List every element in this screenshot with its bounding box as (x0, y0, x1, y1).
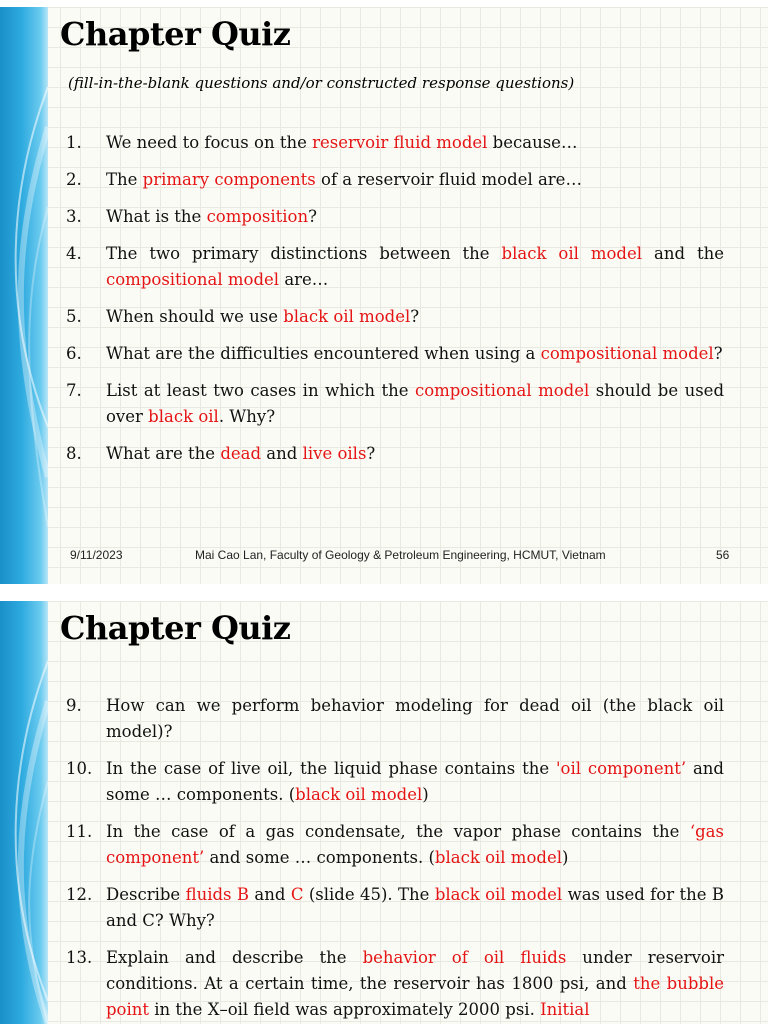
question-text: What are the (106, 444, 221, 463)
question-text: Describe (106, 885, 186, 904)
question-number: 13. (66, 948, 93, 967)
question-item (66, 882, 724, 934)
highlighted-term: primary components (142, 170, 316, 189)
question-text: and some … components. ( (106, 759, 724, 804)
question-text: was used for the B and C? Why? (106, 885, 725, 930)
footer-author: Mai Cao Lan, Faculty of Geology & Petroleum Engineering, HCMUT, Vietnam (195, 548, 606, 562)
sidebar-decoration (0, 7, 48, 584)
question-text: ? (713, 344, 723, 363)
question-text: under reservoir conditions. At a certain time, the reservoir has 1800 psi, and (106, 948, 724, 993)
question-item (66, 945, 724, 1023)
question-item (66, 441, 724, 467)
question-text: ) (561, 848, 569, 867)
question-item (66, 241, 724, 293)
question-text: List at least two cases in which the (106, 381, 415, 400)
question-text: . Why? (218, 407, 276, 426)
question-text: and the (642, 244, 725, 263)
question-text: and some … components. ( (204, 848, 435, 867)
question-item (66, 304, 724, 330)
highlighted-term: black oil model (434, 885, 563, 904)
question-number: 3. (66, 207, 82, 226)
question-text: (slide 45). The (303, 885, 435, 904)
question-number: 1. (66, 133, 82, 152)
highlighted-term: the bubble point (106, 974, 724, 1019)
question-text: and (261, 444, 303, 463)
question-item (66, 378, 724, 430)
question-item (66, 756, 724, 808)
highlighted-term: compositional model (106, 270, 280, 289)
question-text: Explain and describe the (106, 948, 363, 967)
question-text: of a reservoir fluid model are… (315, 170, 582, 189)
question-text: ) (422, 785, 429, 804)
question-text: The (106, 170, 143, 189)
question-text: How can we perform behavior modeling for dead oil (the black oil model)? (106, 696, 724, 741)
slide-56 (0, 7, 768, 584)
question-number: 11. (66, 822, 93, 841)
highlighted-term: black oil model (434, 848, 562, 867)
slide-title: Chapter Quiz (60, 609, 291, 647)
highlighted-term: black oil (148, 407, 219, 426)
question-text: We need to focus on the (106, 133, 313, 152)
slide-subtitle: (fill-in-the-blank questions and/or constructed response questions) (68, 74, 575, 92)
question-item (66, 341, 724, 367)
question-text: The two primary distinctions between the (106, 244, 502, 263)
highlighted-term: behavior of oil fluids (362, 948, 567, 967)
highlighted-term: composition (206, 207, 309, 226)
question-item (66, 130, 724, 156)
question-number: 8. (66, 444, 82, 463)
question-list (66, 693, 724, 1024)
highlighted-term: black oil model (295, 785, 423, 804)
question-item (66, 693, 724, 745)
sidebar-decoration (0, 601, 48, 1024)
question-text: in the X–oil field was approximately 2000 psi. (149, 1000, 541, 1019)
highlighted-term: fluids B (185, 885, 250, 904)
footer-page-number: 56 (716, 548, 730, 562)
question-item (66, 204, 724, 230)
highlighted-term: C (290, 885, 304, 904)
footer-date: 9/11/2023 (70, 548, 123, 562)
question-number: 9. (66, 696, 82, 715)
question-number: 7. (66, 381, 82, 400)
highlighted-term: ‘gas component’ (106, 822, 724, 867)
question-text: because… (487, 133, 578, 152)
question-number: 12. (66, 885, 93, 904)
swoosh-graphic (0, 601, 48, 1024)
highlighted-term: compositional model (540, 344, 714, 363)
question-number: 2. (66, 170, 82, 189)
highlighted-term: dead (220, 444, 262, 463)
question-text: ? (410, 307, 420, 326)
question-item (66, 819, 724, 871)
question-text: In the case of live oil, the liquid phase contains the (106, 759, 556, 778)
question-number: 6. (66, 344, 82, 363)
question-text: should be used over (106, 381, 725, 426)
highlighted-term: 'oil component’ (555, 759, 687, 778)
highlighted-term: live oils (302, 444, 367, 463)
question-item (66, 167, 724, 193)
question-text: ? (308, 207, 317, 226)
question-list (66, 130, 724, 478)
question-text: are… (279, 270, 329, 289)
question-text: ? (366, 444, 376, 463)
swoosh-graphic (0, 7, 48, 584)
question-text: What is the (106, 207, 207, 226)
highlighted-term: Initial (540, 1000, 590, 1019)
highlighted-term: black oil model (501, 244, 643, 263)
slide-57 (0, 601, 768, 1024)
highlighted-term: compositional model (414, 381, 590, 400)
question-number: 10. (66, 759, 93, 778)
question-number: 5. (66, 307, 82, 326)
question-number: 4. (66, 244, 82, 263)
question-text: What are the difficulties encountered when using a (106, 344, 541, 363)
highlighted-term: reservoir fluid model (312, 133, 488, 152)
question-text: In the case of a gas condensate, the vapor phase contains the (106, 822, 690, 841)
question-text: and (249, 885, 291, 904)
question-text: When should we use (106, 307, 284, 326)
highlighted-term: black oil model (283, 307, 411, 326)
slide-title: Chapter Quiz (60, 15, 291, 53)
